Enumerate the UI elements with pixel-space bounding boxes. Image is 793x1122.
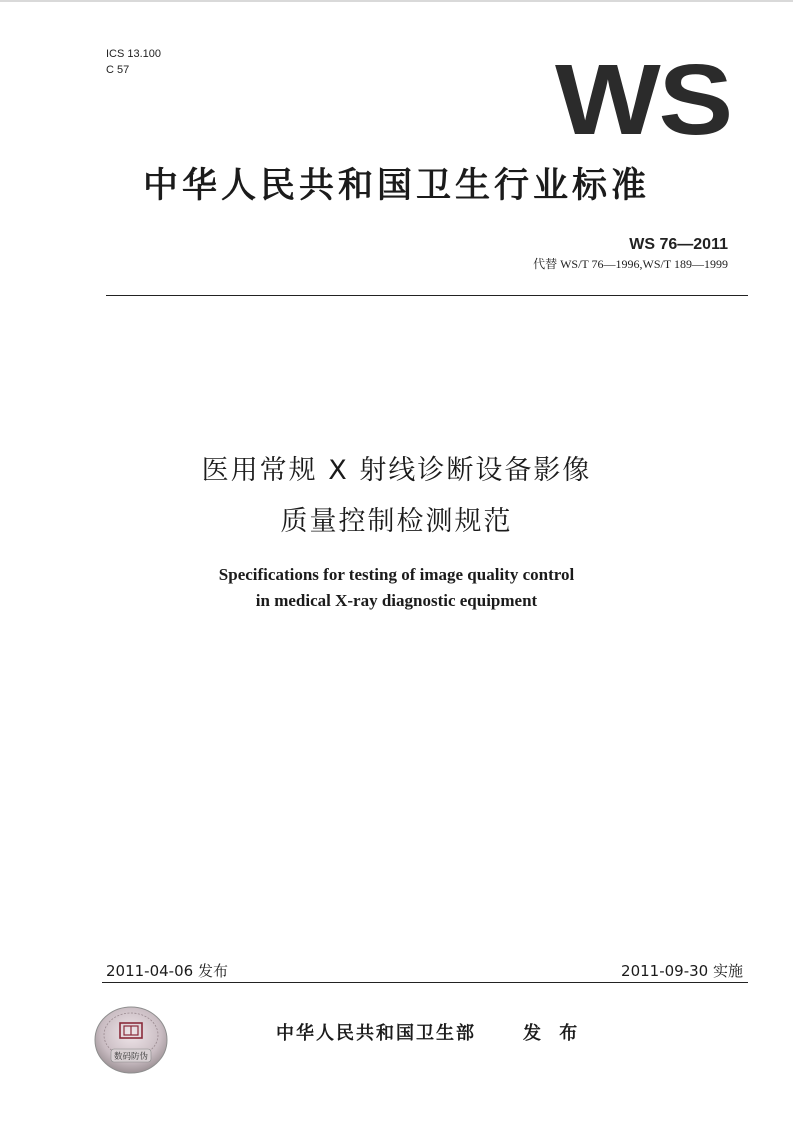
ws-logo: WS [555, 44, 731, 156]
ccs-code: C 57 [106, 64, 130, 76]
header-divider [106, 295, 748, 296]
anti-counterfeit-seal-icon [93, 1005, 169, 1075]
title-en-line1: Specifications for testing of image quality control [218, 565, 575, 584]
replaces-standards: 代替 WS/T 76—1996,WS/T 189—1999 [533, 257, 728, 271]
implementation-date: 2011-09-30 实施 [621, 962, 743, 980]
standard-category: 中华人民共和国卫生行业标准 [142, 166, 650, 206]
title-cn-line1: 医用常规 X 射线诊断设备影像 [201, 455, 592, 486]
publisher: 中华人民共和国卫生部 [276, 1023, 476, 1044]
title-cn-line2: 质量控制检测规范 [280, 506, 513, 537]
footer-divider [102, 982, 748, 983]
standard-number: WS 76—2011 [629, 236, 728, 253]
seal-label: 数码防伪 [113, 1052, 149, 1062]
ics-code: ICS 13.100 [106, 48, 162, 60]
publish-label: 发 布 [523, 1023, 584, 1044]
issue-date: 2011-04-06 发布 [106, 962, 228, 980]
classification-codes [106, 46, 161, 78]
title-en-line2: in medical X-ray diagnostic equipment [255, 591, 538, 610]
